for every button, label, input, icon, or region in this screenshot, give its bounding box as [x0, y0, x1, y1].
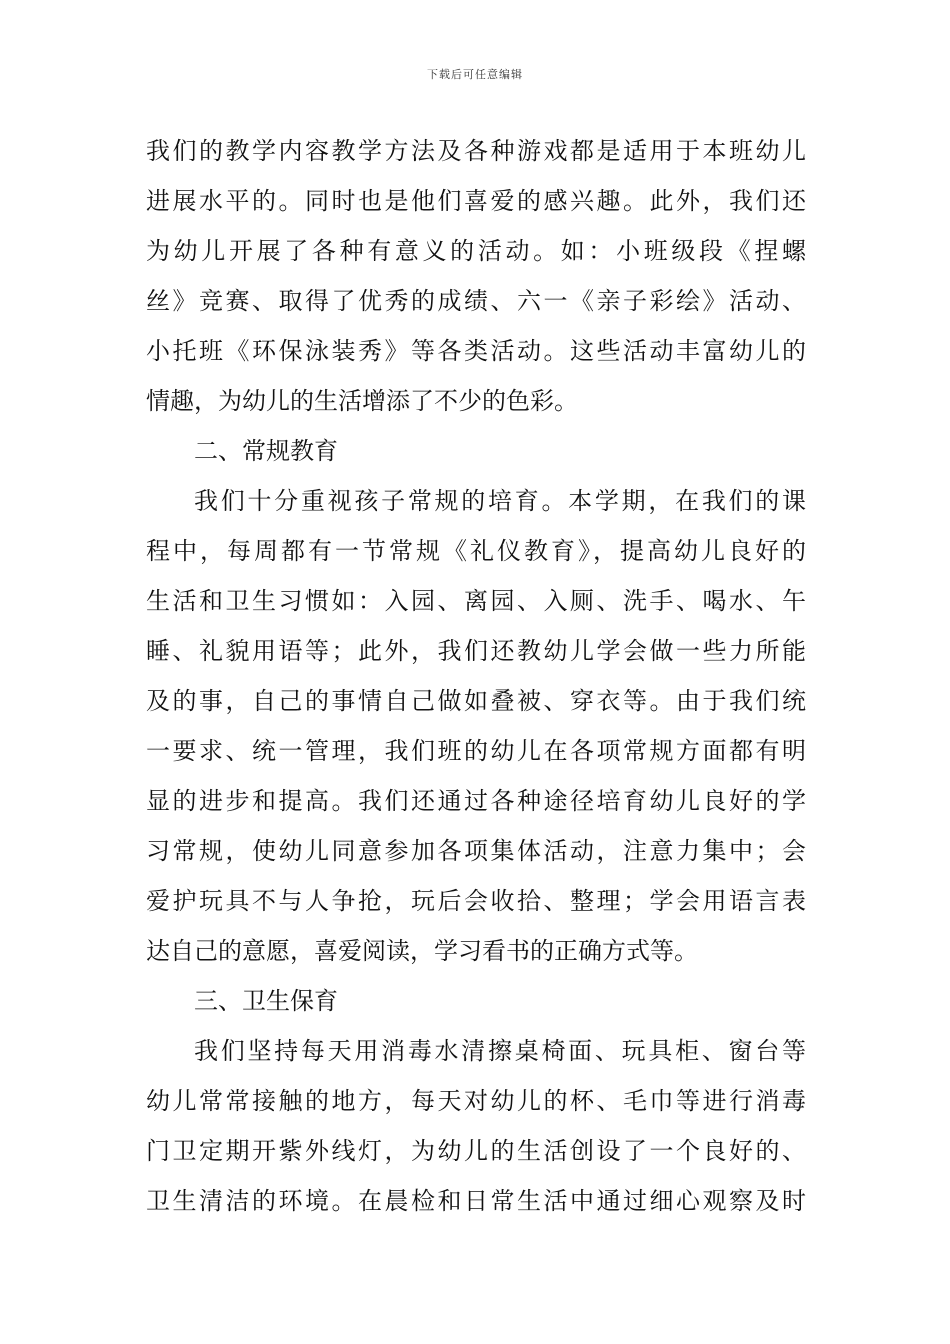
text-line: 小托班《环保泳装秀》等各类活动。这些活动丰富幼儿的 — [146, 337, 806, 365]
text-line: 习常规，使幼儿同意参加各项集体活动，注意力集中；会 — [146, 837, 806, 865]
text-line: 达自己的意愿，喜爱阅读，学习看书的正确方式等。 — [146, 937, 698, 965]
text-line: 及的事，自己的事情自己做如叠被、穿衣等。由于我们统 — [146, 687, 806, 715]
section-heading: 三、卫生保育 — [194, 987, 338, 1015]
text-line: 程中，每周都有一节常规《礼仪教育》，提高幼儿良好的 — [146, 537, 806, 565]
text-line: 门卫定期开紫外线灯，为幼儿的生活创设了一个良好的、 — [146, 1137, 806, 1165]
text-line: 我们的教学内容教学方法及各种游戏都是适用于本班幼儿 — [146, 137, 806, 165]
text-line: 进展水平的。同时也是他们喜爱的感兴趣。此外，我们还 — [146, 187, 806, 215]
text-line: 爱护玩具不与人争抢，玩后会收拾、整理；学会用语言表 — [146, 887, 806, 915]
text-line: 情趣，为幼儿的生活增添了不少的色彩。 — [146, 387, 578, 415]
text-line: 生活和卫生习惯如：入园、离园、入厕、洗手、喝水、午 — [146, 587, 806, 615]
text-line: 显的进步和提高。我们还通过各种途径培育幼儿良好的学 — [146, 787, 806, 815]
text-line: 我们坚持每天用消毒水清擦桌椅面、玩具柜、窗台等 — [194, 1037, 806, 1065]
text-line: 为幼儿开展了各种有意义的活动。如：小班级段《捏螺 — [146, 237, 806, 265]
text-line: 我们十分重视孩子常规的培育。本学期，在我们的课 — [194, 487, 806, 515]
document-body — [146, 126, 806, 1226]
text-line: 幼儿常常接触的地方，每天对幼儿的杯、毛巾等进行消毒 — [146, 1087, 806, 1115]
text-line: 睡、礼貌用语等；此外，我们还教幼儿学会做一些力所能 — [146, 637, 806, 665]
text-line: 丝》竞赛、取得了优秀的成绩、六一《亲子彩绘》活动、 — [146, 287, 806, 315]
text-line: 卫生清洁的环境。在晨检和日常生活中通过细心观察及时 — [146, 1187, 806, 1215]
text-line: 一要求、统一管理，我们班的幼儿在各项常规方面都有明 — [146, 737, 806, 765]
section-heading: 二、常规教育 — [194, 437, 338, 465]
page-header: 下载后可任意编辑 — [427, 68, 523, 81]
